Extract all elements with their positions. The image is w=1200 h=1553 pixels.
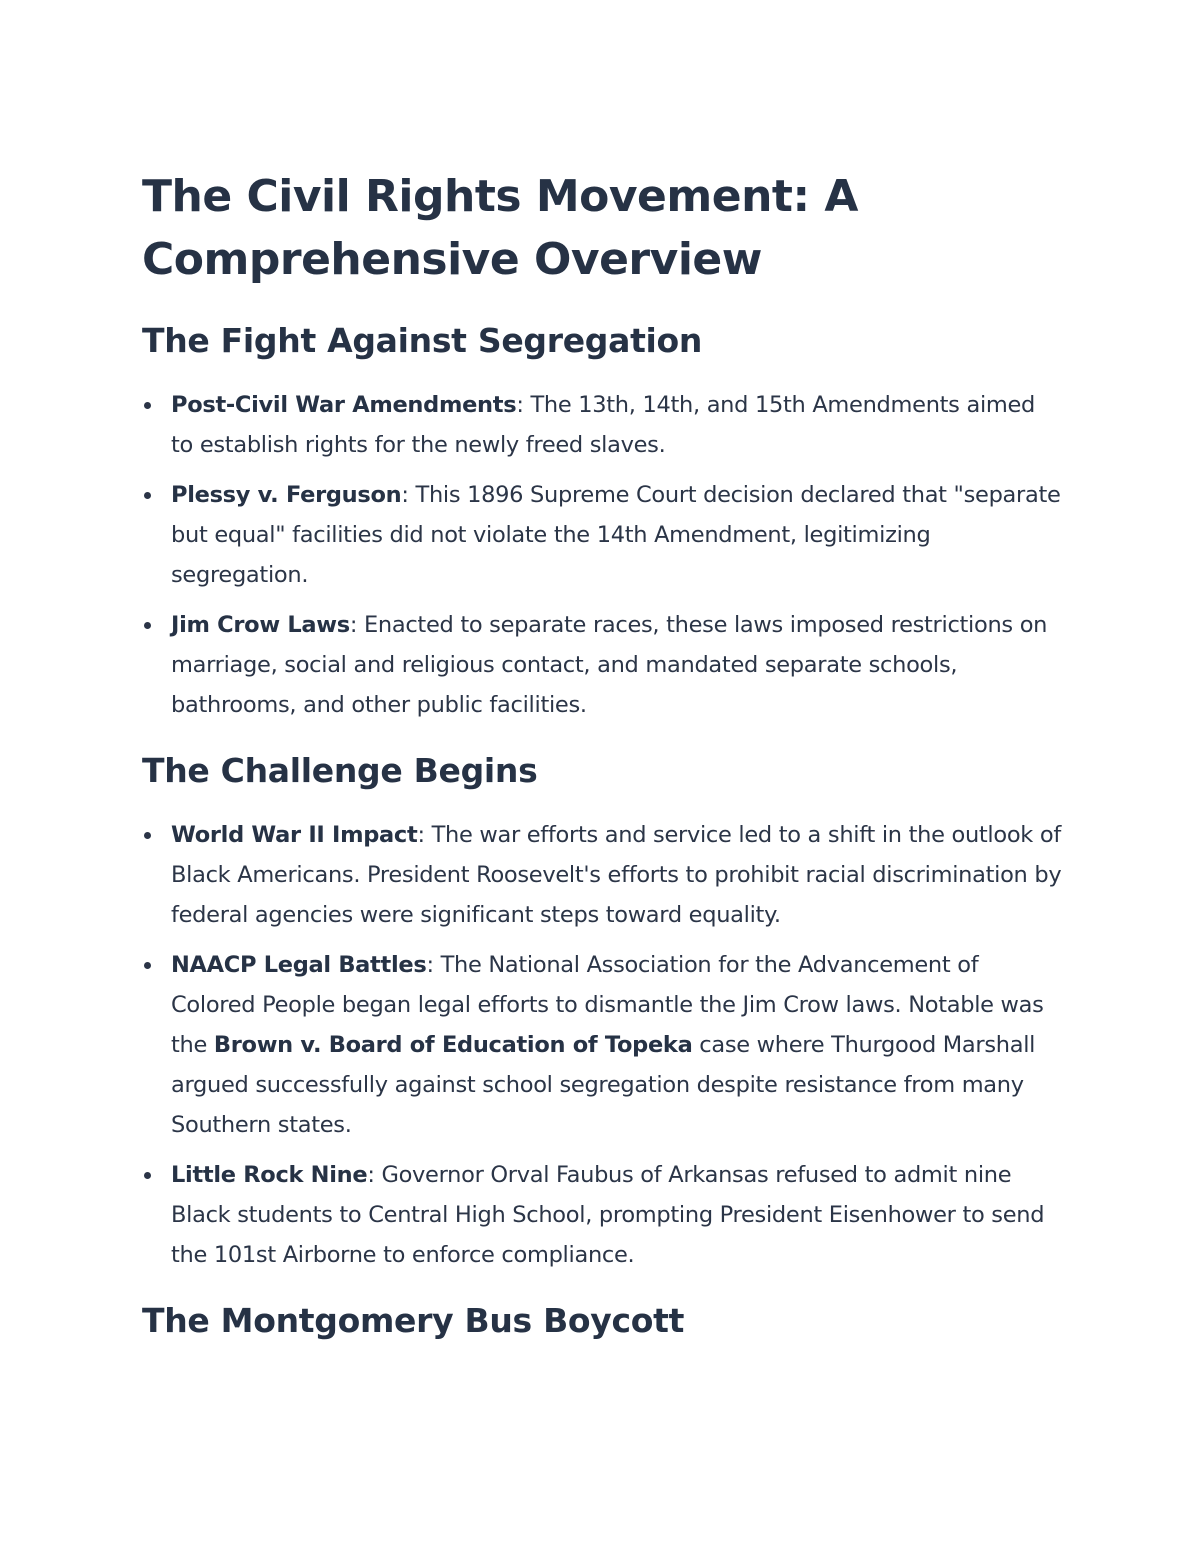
bullet-list <box>142 385 1062 725</box>
bullet-icon <box>144 622 151 629</box>
item-term: Little Rock Nine <box>171 1162 368 1188</box>
item-text-continued: case where Thurgood Marshall argued successfully against school segregation despite resistance from many Southern states. <box>171 1032 1036 1138</box>
section-challenge-begins <box>142 749 1062 1275</box>
list-item <box>142 385 1062 465</box>
item-term-case: Brown v. Board of Education of Topeka <box>213 1032 693 1058</box>
document-title: The Civil Rights Movement: A Comprehensive Overview <box>142 171 858 285</box>
item-term: Jim Crow Laws <box>171 612 350 638</box>
item-term: Plessy v. Ferguson <box>171 482 402 508</box>
bullet-icon <box>144 962 151 969</box>
bullet-icon <box>144 402 151 409</box>
list-item <box>142 945 1062 1145</box>
bullet-icon <box>144 1172 151 1179</box>
bullet-list <box>142 815 1062 1275</box>
list-item <box>142 475 1062 595</box>
section-fight-against-segregation <box>142 319 1062 725</box>
item-text: : This 1896 Supreme Court decision declared that "separate but equal" facilities did not violate the 14th Amendment, legitimizing segregation. <box>171 482 1061 588</box>
document-page <box>142 165 1062 1365</box>
bullet-icon <box>144 492 151 499</box>
bullet-icon <box>144 832 151 839</box>
section-heading: The Challenge Begins <box>142 751 538 790</box>
list-item <box>142 1155 1062 1275</box>
item-text: : Governor Orval Faubus of Arkansas refused to admit nine Black students to Central High School, prompting President Eisenhower to send the 101st Airborne to enforce compliance. <box>171 1162 1045 1268</box>
item-text: : The National Association for the Advancement of Colored People began legal efforts to dismantle the Jim Crow laws. Notable was the <box>171 952 1044 1058</box>
section-heading: The Fight Against Segregation <box>142 321 703 360</box>
item-term: Post-Civil War Amendments <box>171 392 517 418</box>
item-text: : Enacted to separate races, these laws imposed restrictions on marriage, social and religious contact, and mandated separate schools, bathrooms, and other public facilities. <box>171 612 1048 718</box>
section-montgomery-bus-boycott <box>142 1299 1062 1343</box>
list-item <box>142 605 1062 725</box>
item-term: World War II Impact <box>171 822 418 848</box>
item-text: : The 13th, 14th, and 15th Amendments aimed to establish rights for the newly freed slaves. <box>171 392 1036 458</box>
item-text: : The war efforts and service led to a shift in the outlook of Black Americans. President Roosevelt's efforts to prohibit racial discrimination by federal agencies were significant steps toward equality. <box>171 822 1062 928</box>
list-item <box>142 815 1062 935</box>
section-heading: The Montgomery Bus Boycott <box>142 1301 685 1340</box>
item-term: NAACP Legal Battles <box>171 952 427 978</box>
